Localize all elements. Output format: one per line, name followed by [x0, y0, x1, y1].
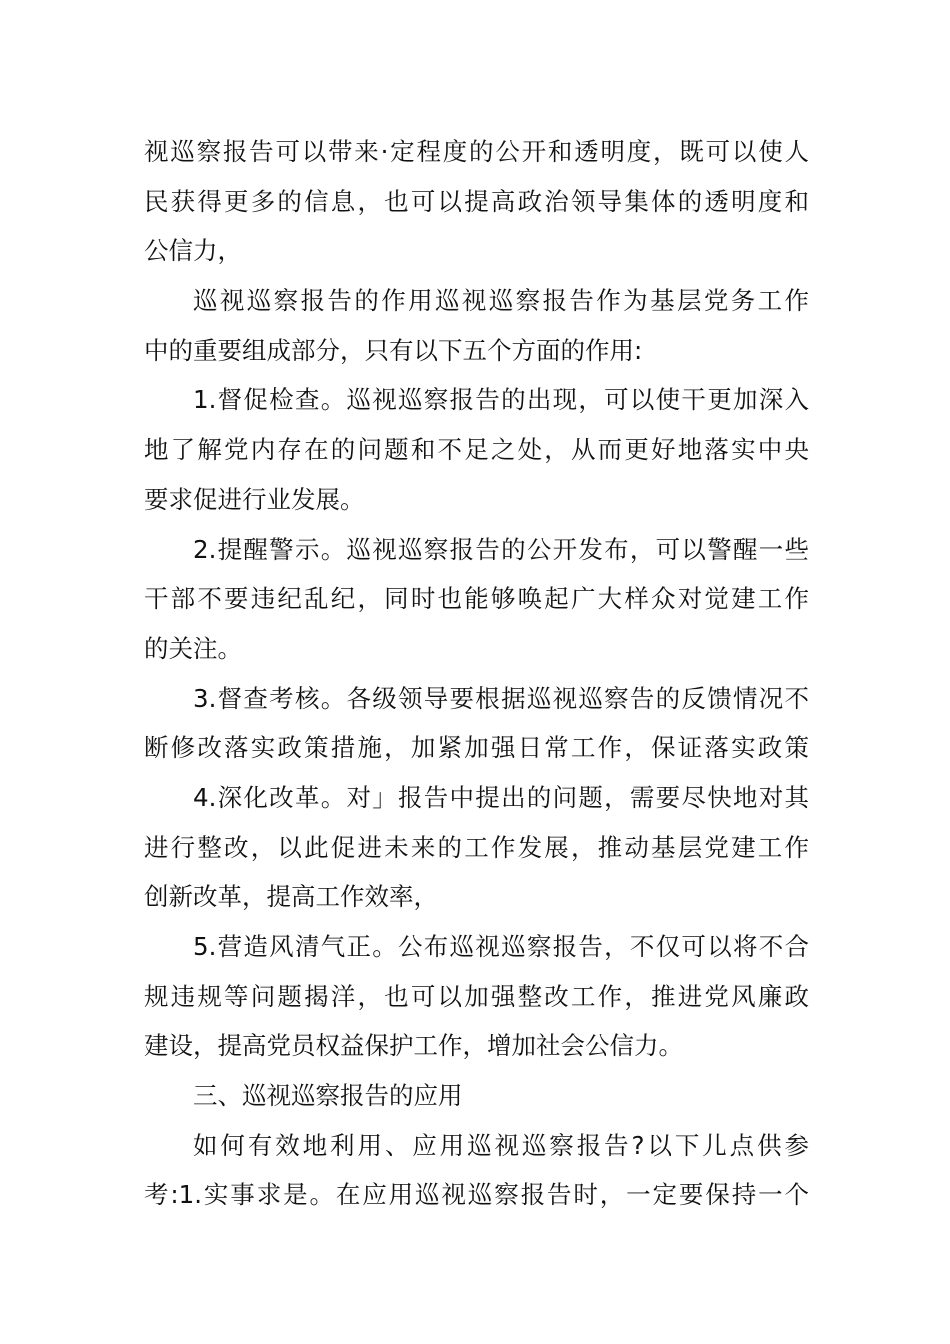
- text-line: 三、巡视巡察报告的应用: [193, 1081, 463, 1111]
- text-line: 如何有效地利用、应用巡视巡察报告?以下儿点供参: [193, 1130, 809, 1160]
- text-line: 1.督促检查。巡视巡察报告的出现，可以使干更加深入: [193, 385, 809, 415]
- text-line: 民获得更多的信息，也可以提高政治领导集体的透明度和: [144, 186, 809, 216]
- text-line: 断修改落实政策措施，加紧加强日常工作，保证落实政策: [144, 733, 809, 763]
- text-line: 干部不要违纪乱纪，同时也能够唤起广大样众对觉建工作: [144, 584, 809, 614]
- text-line: 公信力，: [144, 236, 242, 266]
- text-line: 2.提醒警示。巡视巡察报告的公开发布，可以警醒一些: [193, 534, 809, 564]
- text-line: 地了解党内存在的问题和不足之处，从而更好地落实中央: [144, 435, 809, 465]
- text-line: 中的重要组成部分，只有以下五个方面的作用:: [144, 335, 643, 365]
- text-line: 巡视巡察报告的作用巡视巡察报告作为基层党务工作: [193, 286, 809, 316]
- document-body: [144, 127, 809, 1220]
- text-line: 进行整改，以此促进未来的工作发展，推动基层党建工作: [144, 832, 809, 862]
- text-line: 建设，提高党员权益保护工作，增加社会公信力。: [144, 1031, 683, 1061]
- text-line: 视巡察报告可以带来·定程度的公开和透明度，既可以使人: [144, 137, 809, 166]
- text-line: 创新改革，提高工作效率，: [144, 882, 438, 912]
- text-line: 要求促进行业发展。: [144, 484, 365, 514]
- text-line: 的关注。: [144, 633, 242, 663]
- text-line: 考:1.实事求是。在应用巡视巡察报告时，一定要保持一个: [144, 1180, 809, 1210]
- text-line: 3.督查考核。各级领导要根据巡视巡察告的反馈情况不: [193, 683, 809, 713]
- text-line: 5.营造风清气正。公布巡视巡察报告，不仅可以将不合: [193, 932, 809, 961]
- text-line: 4.深化改革。对」报告中提出的问题，需要尽快地对其: [193, 782, 809, 812]
- text-line: 规违规等问题揭洋，也可以加强整改工作，推进党风廉政: [144, 981, 809, 1011]
